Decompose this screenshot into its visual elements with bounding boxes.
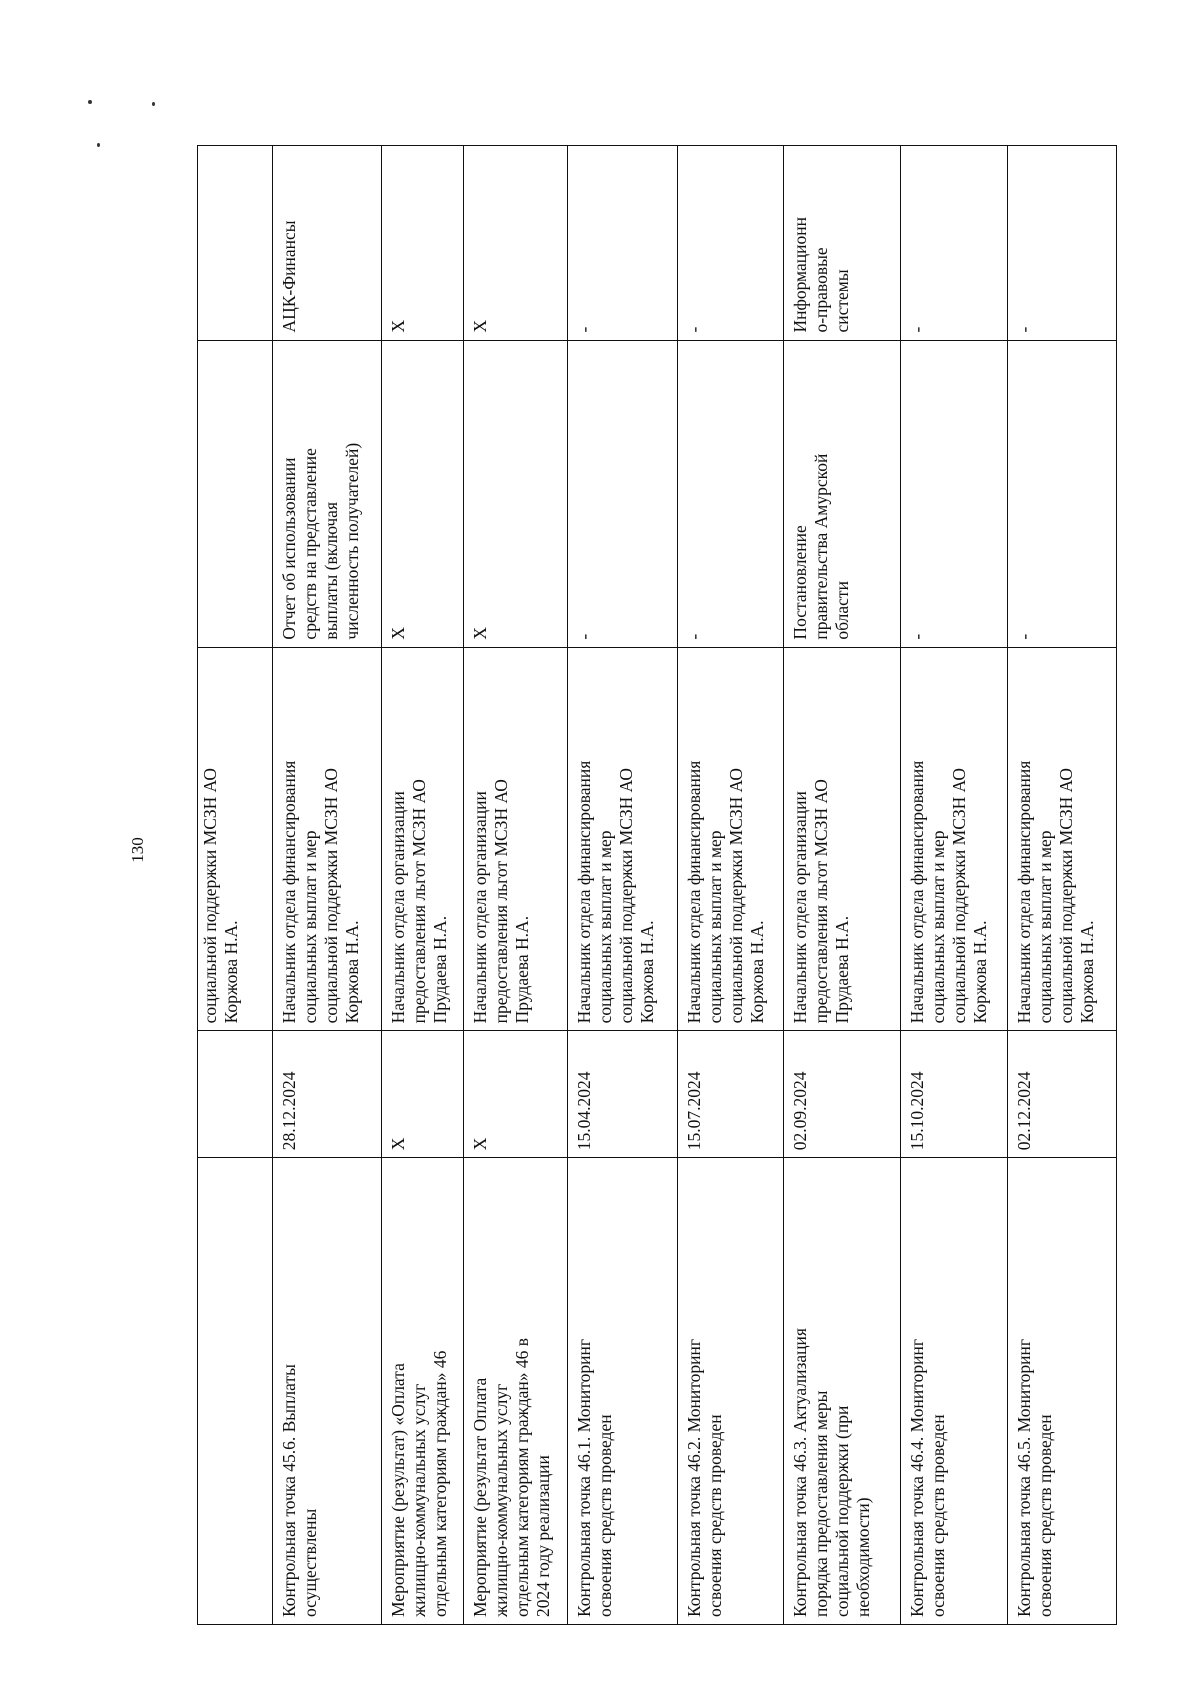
cell-name (677, 1158, 784, 1625)
cell-name (198, 1158, 273, 1625)
table-row (568, 146, 678, 1625)
scan-speck (88, 100, 92, 104)
cell-text: Начальник отдела финансирования социальных выплат и мер социальной поддержки МСЗН АО Коржова Н.А. (279, 760, 363, 1024)
cell-text: Начальник отдела финансирования социальных выплат и мер социальной поддержки МСЗН АО Коржова Н.А. (683, 760, 767, 1024)
cell-date (677, 1031, 784, 1158)
cell-name (273, 1158, 382, 1625)
cell-text: Начальник отдела финансирования социальных выплат и мер социальной поддержки МСЗН АО Коржова Н.А. (574, 760, 658, 1024)
cell-text: X (387, 1137, 408, 1151)
cell-date (198, 1031, 273, 1158)
cell-system (273, 146, 382, 341)
cell-date (273, 1031, 382, 1158)
cell-responsible (784, 647, 900, 1031)
cell-date (900, 1031, 1008, 1158)
cell-document (1008, 340, 1117, 647)
cell-text: X (387, 626, 408, 640)
cell-text: 02.09.2024 (790, 1071, 811, 1151)
cell-system (900, 146, 1008, 341)
cell-system (198, 146, 273, 341)
cell-text: Контрольная точка 45.6. Выплаты осуществлены (279, 1364, 321, 1617)
cell-text: Начальник отдела финансирования социальных выплат и мер социальной поддержки МСЗН АО Коржова Н.А. (906, 760, 990, 1024)
cell-responsible (463, 647, 567, 1031)
cell-text: Начальник отдела финансирования социальных выплат и мер социальной поддержки МСЗН АО Коржова Н.А. (1014, 760, 1098, 1024)
cell-document (198, 340, 273, 647)
cell-responsible (1008, 647, 1117, 1031)
cell-text: - (574, 326, 595, 333)
table-row (1008, 146, 1117, 1625)
cell-responsible (273, 647, 382, 1031)
cell-document (381, 340, 463, 647)
table-row (463, 146, 567, 1625)
table-row (381, 146, 463, 1625)
cell-responsible (677, 647, 784, 1031)
cell-text: - (683, 633, 704, 640)
cell-text: 02.12.2024 (1014, 1071, 1035, 1151)
cell-name (568, 1158, 678, 1625)
cell-text: - (906, 633, 927, 640)
cell-date (463, 1031, 567, 1158)
table-row (198, 146, 273, 1625)
table-container (197, 145, 1117, 1625)
page-number: 130 (128, 837, 147, 863)
cell-text: Контрольная точка 46.1. Мониторинг освоения средств проведен (574, 1338, 616, 1617)
table-row (900, 146, 1008, 1625)
cell-date (381, 1031, 463, 1158)
cell-name (900, 1158, 1008, 1625)
cell-name (381, 1158, 463, 1625)
scan-speck (152, 102, 155, 106)
cell-text: 28.12.2024 (279, 1071, 300, 1151)
cell-document (273, 340, 382, 647)
cell-text: Контрольная точка 46.4. Мониторинг освоения средств проведен (906, 1338, 948, 1617)
cell-text: - (1014, 326, 1035, 333)
cell-system (463, 146, 567, 341)
activities-table (197, 145, 1117, 1625)
cell-text: - (683, 326, 704, 333)
cell-system (677, 146, 784, 341)
cell-text: 15.07.2024 (683, 1071, 704, 1151)
table-row (273, 146, 382, 1625)
cell-text: - (906, 326, 927, 333)
cell-system (568, 146, 678, 341)
cell-responsible (900, 647, 1008, 1031)
cell-document (677, 340, 784, 647)
cell-text: - (574, 633, 595, 640)
cell-system (784, 146, 900, 341)
cell-text: Контрольная точка 46.2. Мониторинг освоения средств проведен (683, 1338, 725, 1617)
cell-text: Отчет об использовании средств на представление выплаты (включая численность получателей) (279, 442, 363, 640)
cell-text: X (469, 319, 490, 333)
cell-date (784, 1031, 900, 1158)
cell-responsible (568, 647, 678, 1031)
cell-date (568, 1031, 678, 1158)
cell-text: X (469, 626, 490, 640)
cell-document (463, 340, 567, 647)
cell-text: 15.10.2024 (906, 1071, 927, 1151)
cell-text: X (387, 319, 408, 333)
cell-text: Начальник отдела организации предоставления льгот МСЗН АО Прудаева Н.А. (469, 779, 532, 1024)
cell-system (381, 146, 463, 341)
cell-date (1008, 1031, 1117, 1158)
cell-document (900, 340, 1008, 647)
cell-system (1008, 146, 1117, 341)
cell-responsible (381, 647, 463, 1031)
cell-text: Контрольная точка 46.3. Актуализация порядка предоставления меры социальной поддержки (при необходимости) (790, 1328, 874, 1617)
cell-name (784, 1158, 900, 1625)
cell-text: Контрольная точка 46.5. Мониторинг освоения средств проведен (1014, 1338, 1056, 1617)
cell-text: X (469, 1137, 490, 1151)
cell-text: - (1014, 633, 1035, 640)
cell-document (568, 340, 678, 647)
cell-text: Начальник отдела организации предоставления льгот МСЗН АО Прудаева Н.А. (387, 779, 450, 1024)
cell-text: Постановление правительства Амурской области (790, 453, 853, 640)
table-row (677, 146, 784, 1625)
table-row (784, 146, 900, 1625)
cell-text: 15.04.2024 (574, 1071, 595, 1151)
cell-text: Мероприятие (результат Оплата жилищно-коммунальных услуг отдельным категориям граждан» 46 в 2024 году реализации (469, 1337, 553, 1617)
cell-text: Информационн о-правовые системы (790, 217, 853, 333)
scan-speck (97, 143, 100, 147)
cell-text: АЦК-Финансы (279, 220, 300, 333)
cell-name (463, 1158, 567, 1625)
cell-name (1008, 1158, 1117, 1625)
cell-text: Мероприятие (результат) «Оплата жилищно-коммунальных услуг отдельным категориям граждан» 46 (387, 1350, 450, 1617)
cell-text: Начальник отдела организации предоставления льгот МСЗН АО Прудаева Н.А. (790, 779, 853, 1024)
cell-document (784, 340, 900, 647)
cell-text: социальной поддержки МСЗН АО Коржова Н.А. (200, 767, 241, 1024)
cell-responsible (198, 647, 273, 1031)
